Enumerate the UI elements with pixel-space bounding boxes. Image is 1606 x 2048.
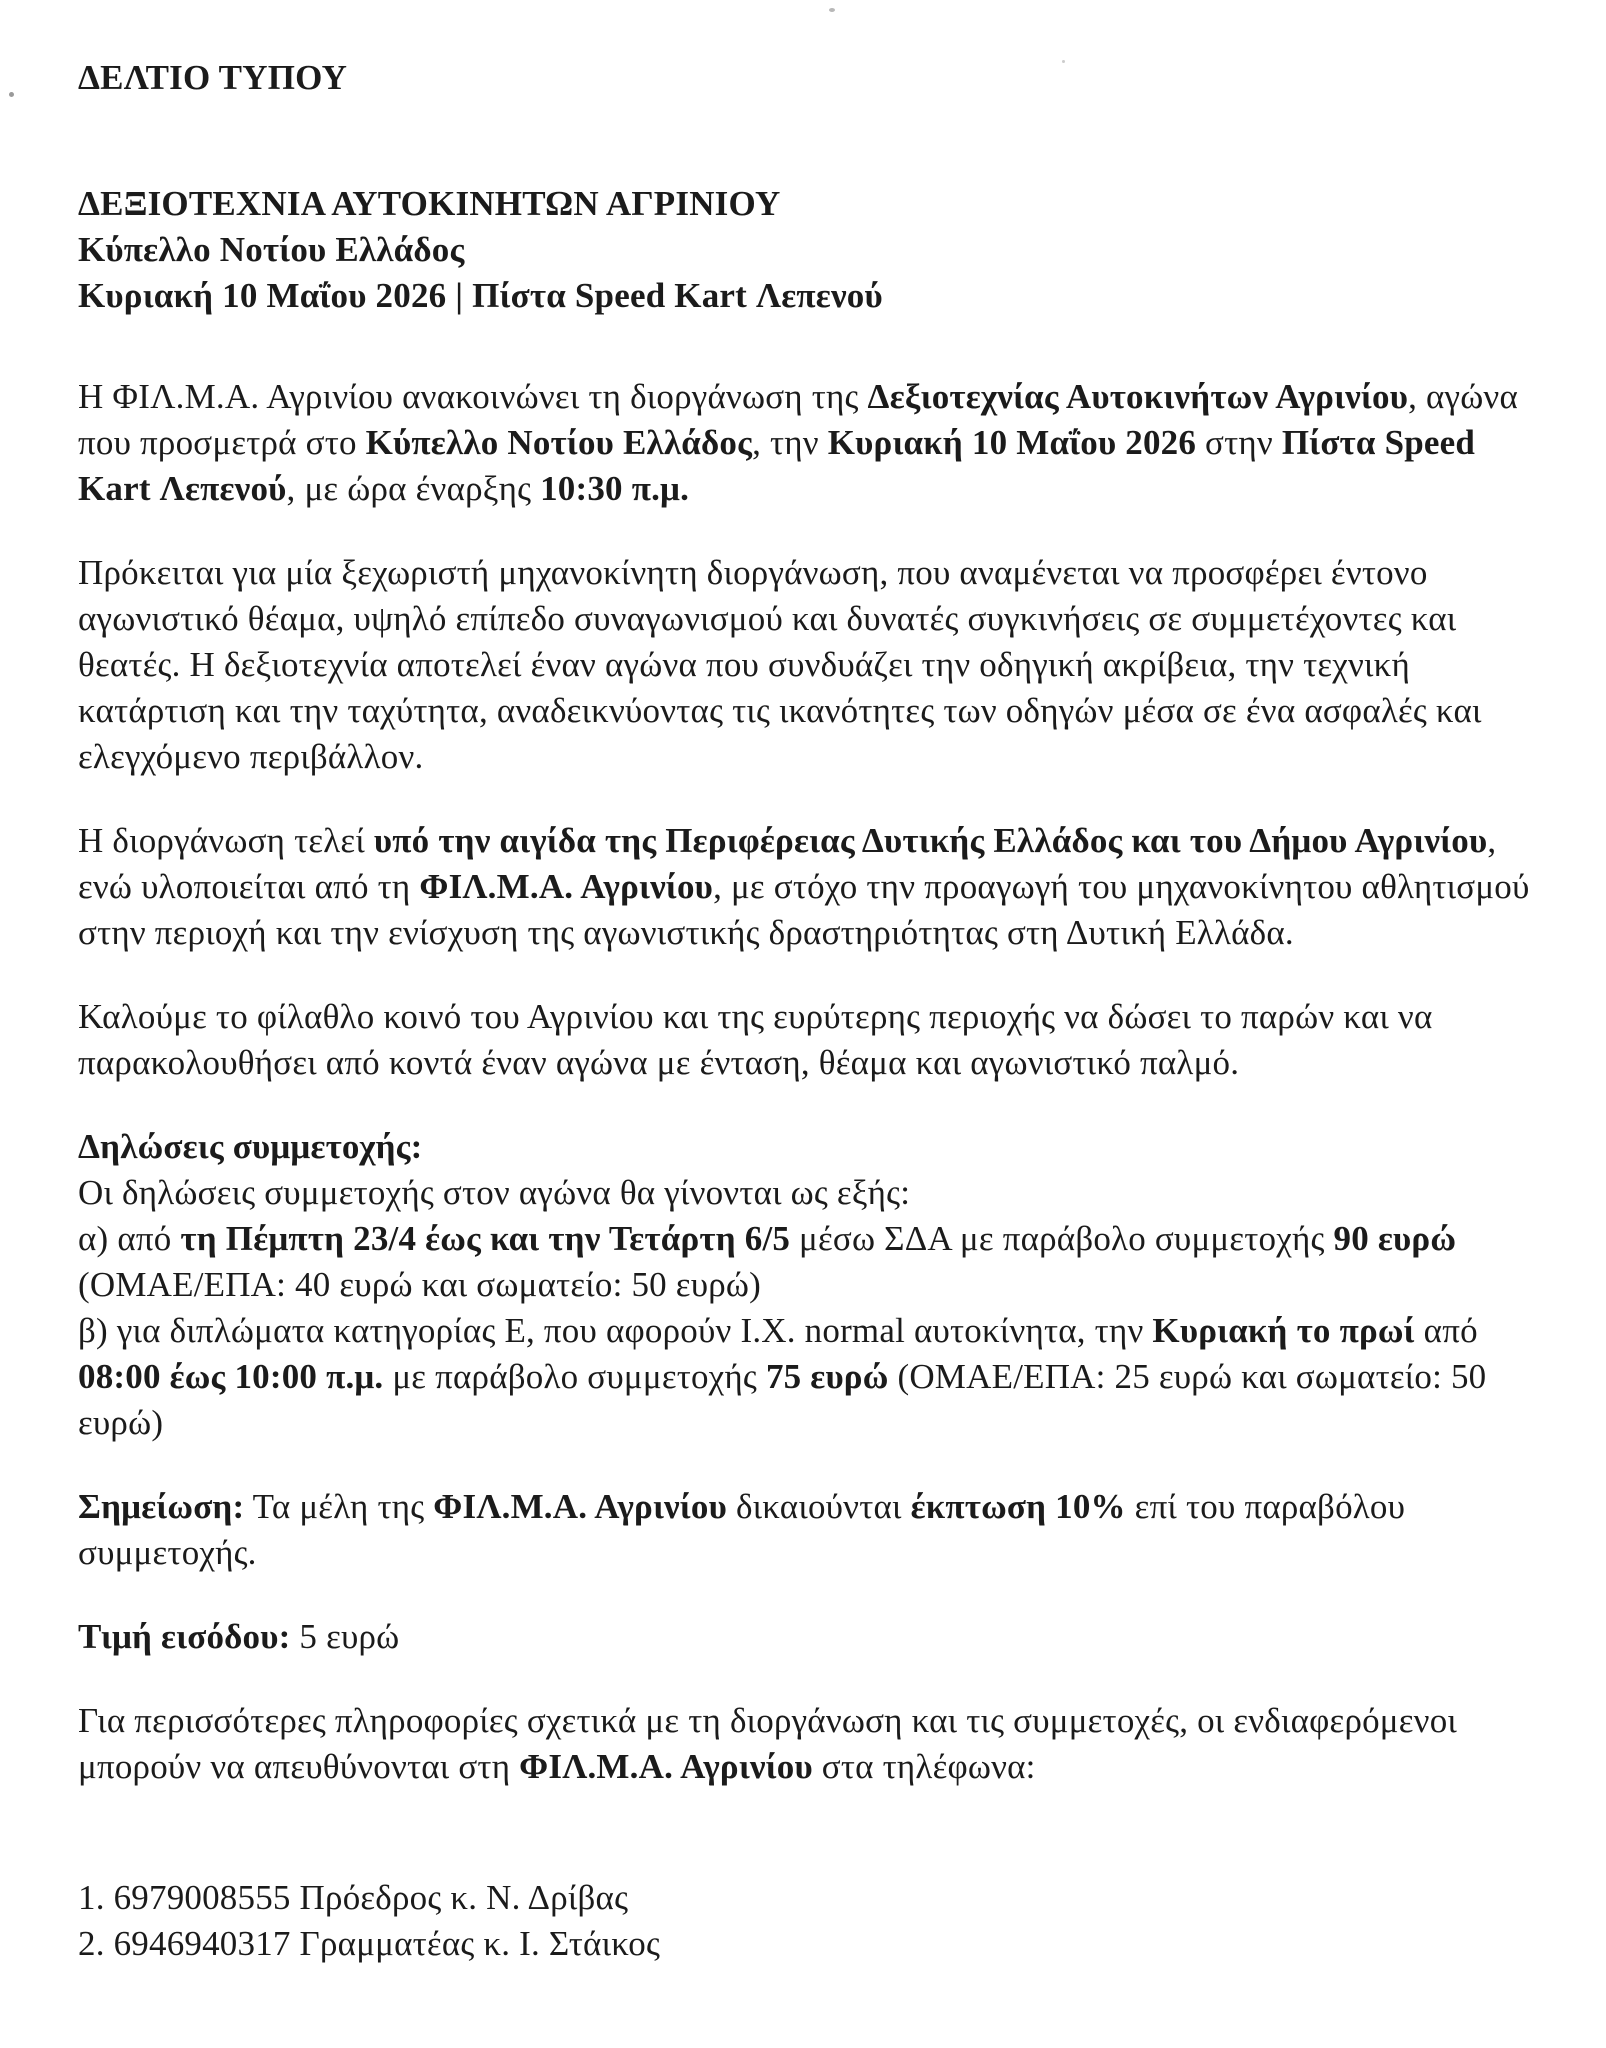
event-title-block bbox=[78, 181, 1548, 319]
event-date-venue: Κυριακή 10 Μαΐου 2026 | Πίστα Speed Kart Λεπενού bbox=[78, 276, 883, 315]
press-release-page bbox=[78, 55, 1548, 1967]
entries-section bbox=[78, 1124, 1548, 1446]
event-series: Κύπελλο Νοτίου Ελλάδος bbox=[78, 230, 465, 269]
scan-speck bbox=[829, 8, 835, 12]
paragraph-description: Πρόκειται για μία ξεχωριστή μηχανοκίνητη διοργάνωση, που αναμένεται να προσφέρει έντονο αγωνιστικό θέαμα, υψηλό επίπεδο συναγωνισμού και δυνατές συγκινήσεις σε συμμετέχοντες και θεατές. Η δεξιοτεχνία αποτελεί έναν αγώνα που συνδυάζει την οδηγική ακρίβεια, την τεχνική κατάρτιση και την ταχύτητα, αναδεικνύοντας τις ικανότητες των οδηγών μέσα σε ένα ασφαλές και ελεγχόμενο περιβάλλον. bbox=[78, 553, 1482, 776]
paragraph-announcement: Η ΦΙΛ.Μ.Α. Αγρινίου ανακοινώνει τη διοργάνωση της Δεξιοτεχνίας Αυτοκινήτων Αγρινίου, αγώνα που προσμετρά στο Κύπελλο Νοτίου Ελλάδος, την Κυριακή 10 Μαΐου 2026 στην Πίστα Speed Kart Λεπενού, με ώρα έναρξης 10:30 π.μ. bbox=[78, 377, 1518, 508]
entries-intro: Οι δηλώσεις συμμετοχής στον αγώνα θα γίνονται ως εξής: bbox=[78, 1173, 911, 1212]
entries-heading: Δηλώσεις συμμετοχής: bbox=[78, 1127, 423, 1166]
contact-president: 1. 6979008555 Πρόεδρος κ. Ν. Δρίβας bbox=[78, 1878, 629, 1917]
paragraph-invitation: Καλούμε το φίλαθλο κοινό του Αγρινίου και της ευρύτερης περιοχής να δώσει το παρών και να παρακολουθήσει από κοντά έναν αγώνα με ένταση, θέαμα και αγωνιστικό παλμό. bbox=[78, 997, 1433, 1082]
event-title: ΔΕΞΙΟΤΕΧΝΙΑ ΑΥΤΟΚΙΝΗΤΩΝ ΑΓΡΙΝΙΟΥ bbox=[78, 184, 781, 223]
paragraph-more-info: Για περισσότερες πληροφορίες σχετικά με τη διοργάνωση και τις συμμετοχές, οι ενδιαφερόμενοι μπορούν να απευθύνονται στη ΦΙΛ.Μ.Α. Αγρινίου στα τηλέφωνα: bbox=[78, 1701, 1458, 1786]
scan-speck bbox=[9, 92, 14, 97]
contact-secretary: 2. 6946940317 Γραμματέας κ. Ι. Στάικος bbox=[78, 1924, 661, 1963]
paragraph-note: Σημείωση: Τα μέλη της ΦΙΛ.Μ.Α. Αγρινίου δικαιούνται έκπτωση 10% επί του παραβόλου συμμετοχής. bbox=[78, 1487, 1406, 1572]
ticket-price: Τιμή εισόδου: 5 ευρώ bbox=[78, 1617, 400, 1656]
press-release-kicker: ΔΕΛΤΙΟ ΤΥΠΟΥ bbox=[78, 58, 348, 97]
paragraph-auspices: Η διοργάνωση τελεί υπό την αιγίδα της Περιφέρειας Δυτικής Ελλάδος και του Δήμου Αγρινίου, ενώ υλοποιείται από τη ΦΙΛ.Μ.Α. Αγρινίου, με στόχο την προαγωγή του μηχανοκίνητου αθλητισμού στην περιοχή και την ενίσχυση της αγωνιστικής δραστηριότητας στη Δυτική Ελλάδα. bbox=[78, 821, 1530, 952]
contact-list bbox=[78, 1875, 1548, 1967]
entries-option-b: β) για διπλώματα κατηγορίας Ε, που αφορούν Ι.Χ. normal αυτοκίνητα, την Κυριακή το πρωί από 08:00 έως 10:00 π.μ. με παράβολο συμμετοχής 75 ευρώ (ΟΜΑΕ/ΕΠΑ: 25 ευρώ και σωματείο: 50 ευρώ) bbox=[78, 1311, 1487, 1442]
entries-option-a: α) από τη Πέμπτη 23/4 έως και την Τετάρτη 6/5 μέσω ΣΔΑ με παράβολο συμμετοχής 90 ευρώ (ΟΜΑΕ/ΕΠΑ: 40 ευρώ και σωματείο: 50 ευρώ) bbox=[78, 1219, 1457, 1304]
